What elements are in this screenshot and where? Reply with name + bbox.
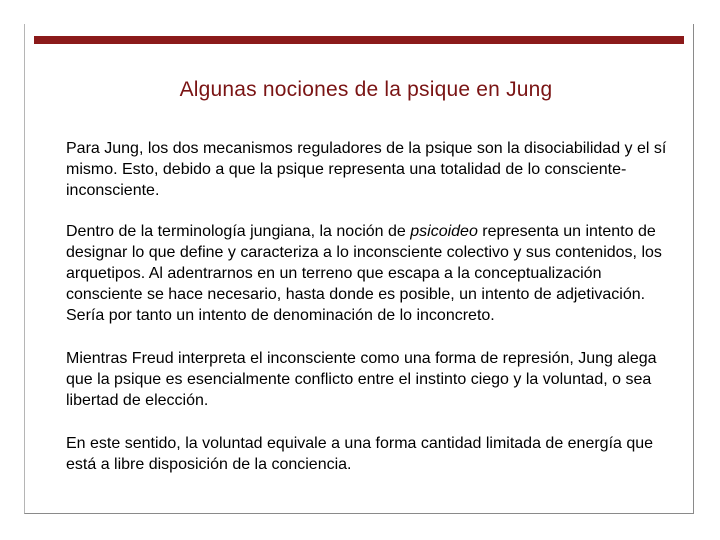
paragraph-1: Para Jung, los dos mecanismos reguladores de la psique son la disociabilidad y el sí mismo. Esto, debido a que la psique representa una totalidad de lo consciente-inconsciente. bbox=[66, 140, 667, 199]
paragraph-3: Mientras Freud interpreta el inconsciente como una forma de represión, Jung alega que la psique es esencialmente conflicto entre el instinto ciego y la voluntad, o sea libertad de elección. bbox=[66, 350, 657, 409]
slide-body bbox=[66, 138, 672, 495]
paragraph-4: En este sentido, la voluntad equivale a una forma cantidad limitada de energía que está a libre disposición de la conciencia. bbox=[66, 435, 654, 473]
paragraph-2-emphasis: psicoideo bbox=[410, 223, 478, 240]
paragraph-2 bbox=[66, 221, 672, 326]
paragraph-2-after: representa un intento de designar lo que define y caracteriza a lo inconsciente colectivo y sus contenidos, los arquetipos. Al adentrarnos en un terreno que escapa a la conceptualización consciente se hace necesario, hasta donde es posible, un intento de adjetivación. Sería por tanto un intento de denominación de lo inconcreto. bbox=[66, 223, 662, 324]
slide-title: Algunas nociones de la psique en Jung bbox=[179, 78, 553, 101]
accent-bar bbox=[34, 36, 684, 44]
paragraph-2-before: Dentro de la terminología jungiana, la noción de bbox=[66, 223, 411, 240]
